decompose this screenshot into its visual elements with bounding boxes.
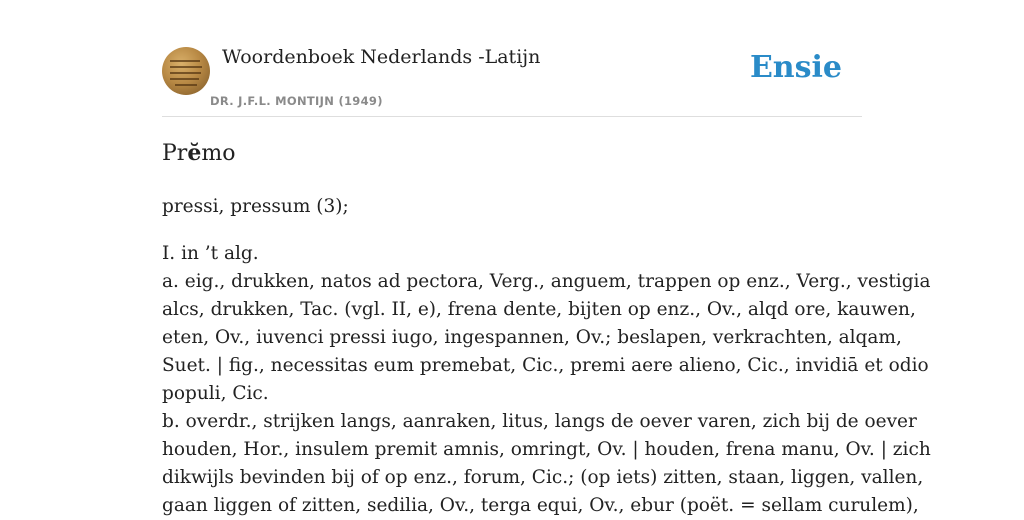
entry-title-suffix: mo [201,141,236,166]
definition-line: populi, Cic. [162,383,269,404]
definition-line: alcs, drukken, Tac. (vgl. II, e), frena dente, bijten op enz., Ov., alqd ore, kauwen, [162,299,916,320]
definition-line: Suet. | fig., necessitas eum premebat, Cic., premi aere alieno, Cic., invidiā et odio [162,355,929,376]
entry-title-accent: ĕ [187,140,202,166]
entry-title [162,140,235,166]
definition-line: dikwijls bevinden bij of op enz., forum, Cic.; (op iets) zitten, staan, liggen, vallen, [162,467,924,488]
page [162,0,931,516]
definition-line: gaan liggen of zitten, sedilia, Ov., terga equi, Ov., ebur (poët. = sellam curulem), [162,495,919,516]
entry-definition [162,240,931,520]
book-cover-icon[interactable] [162,47,210,95]
definition-line: eten, Ov., iuvenci pressi iugo, ingespannen, Ov.; beslapen, verkrachten, alqam, [162,327,902,348]
definition-line: I. in ’t alg. [162,243,259,264]
definition-line: a. eig., drukken, natos ad pectora, Verg., anguem, trappen op enz., Verg., vestigia [162,271,931,292]
definition-line: b. overdr., strijken langs, aanraken, litus, langs de oever varen, zich bij de oever [162,411,917,432]
entry-principal-parts: pressi, pressum (3); [162,196,349,217]
book-title-link[interactable]: Woordenboek Nederlands -Latijn [222,46,541,68]
ensie-logo-link[interactable]: Ensie [749,50,842,85]
entry-title-prefix: Pr [162,141,188,166]
book-author: DR. J.F.L. MONTIJN (1949) [210,94,383,108]
header [162,0,862,117]
definition-line: houden, Hor., insulem premit amnis, omringt, Ov. | houden, frena manu, Ov. | zich [162,439,931,460]
